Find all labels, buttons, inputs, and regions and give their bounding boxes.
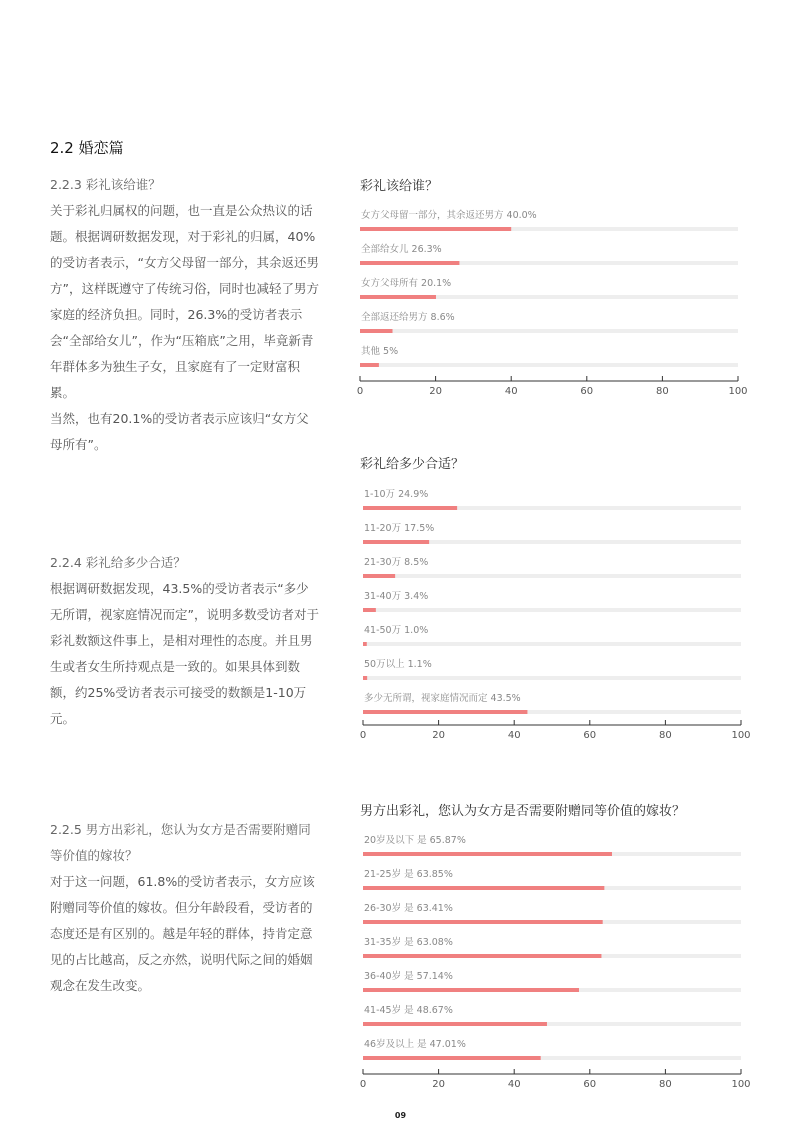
- text-block-bride-price-amount: [50, 550, 320, 732]
- chart-svg: [359, 826, 763, 1091]
- bar: [363, 852, 612, 856]
- bar-label: 41-50万 1.0%: [364, 625, 429, 636]
- x-tick-label: 40: [504, 386, 518, 397]
- chart-title: 彩礼给多少合适？: [360, 457, 465, 472]
- x-tick-label: 20: [432, 1079, 445, 1090]
- bar-chart-dowry-by-age: [359, 826, 763, 1091]
- subsection-heading: 2.2.3 彩礼该给谁？: [50, 177, 161, 192]
- x-tick-label: 80: [659, 730, 672, 741]
- bar-label: 多少无所谓，视家庭情况而定 43.5%: [364, 693, 521, 704]
- bar-track: [363, 642, 741, 646]
- chart-title: 男方出彩礼，您认为女方是否需要附赠同等价值的嫁妆？: [360, 804, 686, 819]
- x-tick-label: 60: [580, 386, 594, 397]
- bar: [360, 227, 511, 231]
- bar-label: 女方父母所有 20.1%: [361, 278, 452, 289]
- x-tick-label: 40: [507, 1079, 521, 1090]
- subsection-heading: 2.2.4 彩礼给多少合适？: [50, 555, 186, 570]
- bar: [363, 1022, 547, 1026]
- x-tick-label: 60: [583, 1079, 597, 1090]
- bar: [363, 506, 457, 510]
- x-tick-label: 100: [731, 1079, 751, 1090]
- bar: [363, 886, 604, 890]
- section-title: 2.2 婚恋篇: [50, 139, 124, 157]
- chart-svg: [359, 480, 763, 745]
- bar: [360, 261, 459, 265]
- bar-track: [363, 676, 741, 680]
- bar-label: 20岁及以下 是 65.87%: [364, 835, 466, 846]
- bar-label: 31-35岁 是 63.08%: [364, 937, 453, 948]
- bar: [363, 540, 429, 544]
- bar-label: 31-40万 3.4%: [364, 591, 429, 602]
- bar: [363, 574, 395, 578]
- x-tick-label: 80: [656, 386, 669, 397]
- bar: [363, 954, 601, 958]
- page-number: 09: [394, 1111, 407, 1120]
- text-block-bride-price-owner: [50, 172, 320, 458]
- bar-label: 女方父母留一部分，其余返还男方 40.0%: [361, 210, 537, 221]
- x-tick-label: 80: [659, 1079, 672, 1090]
- bar-label: 41-45岁 是 48.67%: [364, 1005, 453, 1016]
- bar-chart-bride-price-owner: [356, 200, 760, 400]
- bar: [363, 988, 579, 992]
- bar-label: 50万以上 1.1%: [364, 659, 432, 670]
- bar-track: [363, 608, 741, 612]
- bar-label: 全部返还给男方 8.6%: [361, 312, 455, 323]
- bar-label: 1-10万 24.9%: [364, 489, 429, 500]
- text-block-dowry: [50, 817, 320, 999]
- bar: [363, 710, 527, 714]
- bar-track: [360, 329, 738, 333]
- bar: [363, 608, 376, 612]
- bar-label: 11-20万 17.5%: [364, 523, 435, 534]
- x-tick-label: 0: [356, 386, 364, 397]
- paragraph: 根据调研数据发现，43.5%的受访者表示“多少无所谓，视家庭情况而定”，说明多数受访者对于彩礼数额这件事上，是相对理性的态度。并且男生或者女生所持观点是一致的。如果具体到数额，约25%受访者表示可接受的数额是1-10万元。: [50, 581, 319, 726]
- bar: [360, 329, 393, 333]
- x-tick-label: 40: [507, 730, 521, 741]
- subsection-heading: 2.2.5 男方出彩礼，您认为女方是否需要附赠同等价值的嫁妆？: [50, 822, 311, 863]
- paragraph: 当然，也有20.1%的受访者表示应该归“女方父母所有”。: [50, 411, 309, 452]
- x-tick-label: 20: [432, 730, 445, 741]
- x-tick-label: 20: [429, 386, 442, 397]
- chart-title: 彩礼该给谁？: [360, 179, 439, 194]
- x-tick-label: 0: [359, 1079, 367, 1090]
- bar-track: [363, 574, 741, 578]
- bar-label: 26-30岁 是 63.41%: [364, 903, 453, 914]
- x-tick-label: 0: [359, 730, 367, 741]
- bar-label: 其他 5%: [361, 346, 399, 357]
- paragraph: 关于彩礼归属权的问题，也一直是公众热议的话题。根据调研数据发现，对于彩礼的归属，40%的受访者表示，“女方父母留一部分，其余返还男方”，这样既遵守了传统习俗，同时也减轻了男方家庭的经济负担。同时，26.3%的受访者表示会“全部给女儿”，作为“压箱底”之用，毕竟新青年群体多为独生子女，且家庭有了一定财富积累。: [50, 203, 319, 400]
- bar-label: 全部给女儿 26.3%: [361, 244, 442, 255]
- x-tick-label: 100: [731, 730, 751, 741]
- bar-chart-bride-price-amount: [359, 480, 763, 745]
- bar: [363, 642, 367, 646]
- bar-track: [360, 363, 738, 367]
- bar-label: 21-30万 8.5%: [364, 557, 429, 568]
- chart-svg: [356, 200, 760, 400]
- bar: [360, 295, 436, 299]
- bar: [363, 920, 603, 924]
- bar-label: 46岁及以上 是 47.01%: [364, 1039, 466, 1050]
- bar: [363, 1056, 541, 1060]
- bar-label: 36-40岁 是 57.14%: [364, 971, 453, 982]
- bar: [360, 363, 379, 367]
- x-tick-label: 60: [583, 730, 597, 741]
- x-tick-label: 100: [728, 386, 748, 397]
- paragraph: 对于这一问题，61.8%的受访者表示，女方应该附赠同等价值的嫁妆。但分年龄段看，受访者的态度还是有区别的。越是年轻的群体，持肯定意见的占比越高，反之亦然，说明代际之间的婚姻观念在发生改变。: [50, 874, 315, 993]
- bar: [363, 676, 367, 680]
- bar-label: 21-25岁 是 63.85%: [364, 869, 453, 880]
